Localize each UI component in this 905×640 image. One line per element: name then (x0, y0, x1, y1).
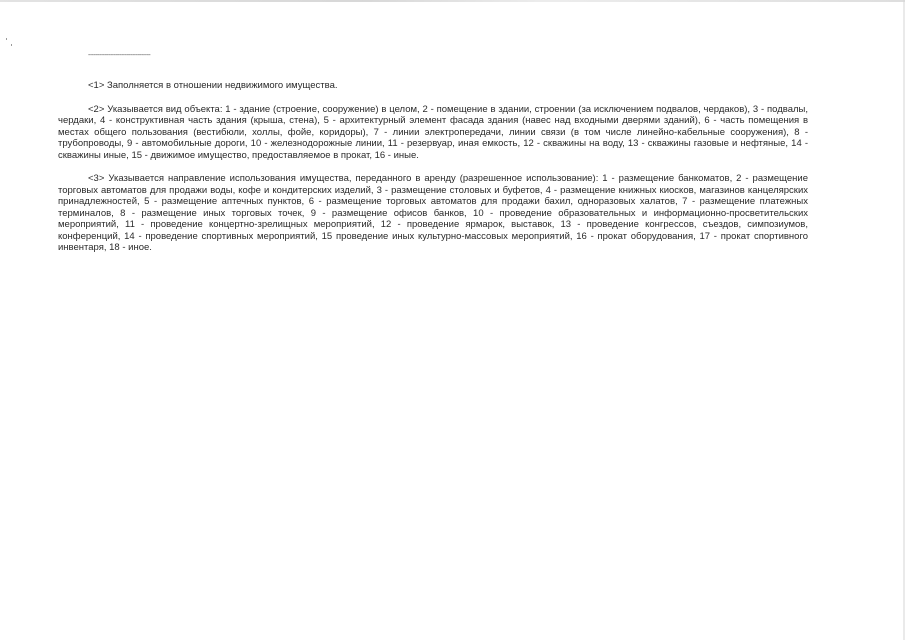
footnote-1: <1> Заполняется в отношении недвижимого имущества. (88, 80, 338, 91)
scan-speck (6, 38, 7, 40)
footnote-2: <2> Указывается вид объекта: 1 - здание (строение, сооружение) в целом, 2 - помещение в здании, строении (за исключением подвалов, чердаков), 3 - подвалы, чердаки, 4 - конструктивная часть здания (крыша, стена), 5 - архитектурный элемент фасада здания (навес над входными дверями зданий), 6 - часть помещения в местах общего пользования (вестибюли, холлы, фойе, коридоры), 7 - линии электропередачи, линии связи (в том числе линейно-кабельные сооружения), 8 - трубопроводы, 9 - автомобильные дороги, 10 - железнодорожные линии, 11 - резервуар, иная емкость, 12 - скважины на воду, 13 - скважины газовые и нефтяные, 14 - скважины иные, 15 - движимое имущество, предоставляемое в прокат, 16 - иные. (58, 103, 808, 161)
scan-edge-top (0, 0, 905, 2)
scan-speck (11, 44, 12, 46)
footnote-3: <3> Указывается направление использования имущества, переданного в аренду (разрешенное использование): 1 - размещение банкоматов, 2 - размещение торговых автоматов для продажи воды, кофе и кондитерских изделий, 3 - размещение столовых и буфетов, 4 - размещение книжных киосков, магазинов канцелярских принадлежностей, 5 - размещение аптечных пунктов, 6 - размещение торговых автоматов для продажи бахил, одноразовых халатов, 7 - размещение платежных терминалов, 8 - размещение иных торговых точек, 9 - размещение офисов банков, 10 - проведение образовательных и информационно-просветительских мероприятий, 11 - проведение концертно-зрелищных мероприятий, 12 - проведение ярмарок, выставок, 13 - проведение конгрессов, съездов, симпозиумов, конференций, 14 - проведение спортивных мероприятий, 15 проведение иных культурно-массовых мероприятий, 16 - прокат оборудования, 17 - прокат спортивного инвентаря, 18 - иное. (58, 173, 808, 253)
footnotes-block (58, 80, 808, 266)
footnote-separator: ---------------------------------- (88, 52, 151, 59)
